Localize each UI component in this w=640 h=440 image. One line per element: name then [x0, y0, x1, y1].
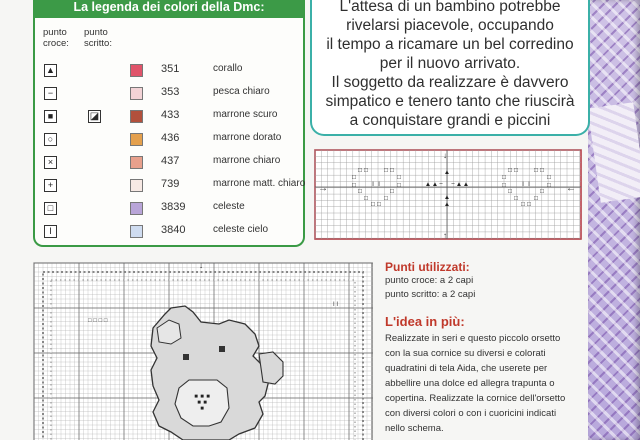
- thread-color-swatch: [130, 87, 143, 100]
- cross-stitch-symbol: −: [44, 87, 57, 100]
- thread-color-swatch: [130, 110, 143, 123]
- legend-row: [35, 199, 303, 219]
- border-pattern-chart: [314, 149, 582, 240]
- idea-line: con diversi colori o con i cuoricini indicati: [385, 408, 557, 419]
- star-stitch: ▲: [462, 181, 470, 188]
- heart-stitch: □: [514, 167, 518, 174]
- arrow-right: ←: [566, 183, 576, 194]
- intro-line: simpatico e tenero tanto che riuscirà: [325, 93, 575, 110]
- bear-eye: [219, 346, 225, 352]
- color-name: marrone dorato: [213, 132, 282, 143]
- intro-line: rivelarsi piacevole, occupando: [346, 17, 554, 34]
- thread-color-swatch: [130, 64, 143, 77]
- intro-line: L'attesa di un bambino potrebbe: [339, 0, 561, 15]
- heart-stitch: □: [534, 167, 538, 174]
- col-head-back-1: punto: [84, 27, 108, 38]
- svg-text:■: ■: [203, 400, 207, 406]
- heart-stitch: □: [502, 182, 506, 189]
- color-name: marrone scuro: [213, 109, 278, 120]
- heart-stitch: □: [502, 174, 506, 181]
- thread-color-swatch: [130, 202, 143, 215]
- idea-line: copertina. Realizzate la cornice dell'orsetto: [385, 393, 566, 404]
- cross-stitch-symbol: □: [44, 202, 57, 215]
- color-name: corallo: [213, 63, 243, 74]
- heart-stitch: □: [358, 188, 362, 195]
- star-stitch: −: [451, 181, 455, 188]
- idea-title: L'idea in più:: [385, 314, 465, 329]
- intro-line: per il nuovo arrivato.: [379, 55, 521, 72]
- heart-stitch: □: [540, 188, 544, 195]
- heart-stitch: □: [390, 188, 394, 195]
- star-stitch: ▲: [455, 181, 463, 188]
- dmc-code: 351: [161, 63, 180, 75]
- arrow-top: ↓: [443, 151, 447, 160]
- color-name: pesca chiaro: [213, 86, 270, 97]
- heart-stitch: □: [534, 195, 538, 202]
- dmc-code: 353: [161, 86, 180, 98]
- heart-stitch: □: [364, 167, 368, 174]
- color-legend: [33, 0, 305, 247]
- thread-color-swatch: [130, 179, 143, 192]
- col-head-cross-1: punto: [43, 27, 67, 38]
- heart-stitch: □: [397, 174, 401, 181]
- points-title: Punti utilizzati:: [385, 260, 470, 274]
- heart-stitch: □: [384, 195, 388, 202]
- dmc-code: 433: [161, 109, 180, 121]
- idea-line: nello schema.: [385, 423, 444, 434]
- heart-stitch: □: [527, 201, 531, 208]
- color-name: celeste cielo: [213, 224, 269, 235]
- gingham-fabric-photo: [588, 0, 640, 440]
- dmc-code: 739: [161, 178, 180, 190]
- legend-row: [35, 107, 303, 127]
- cross-stitch-symbol: ×: [44, 156, 57, 169]
- bear-muzzle: [175, 380, 229, 426]
- thread-color-swatch: [130, 156, 143, 169]
- corner-motif: □ □ □ □: [88, 318, 108, 324]
- svg-text:■: ■: [200, 406, 204, 412]
- intro-box: [310, 0, 590, 136]
- color-name: marrone matt. chiaro: [213, 178, 306, 189]
- legend-title: La legenda dei colori della Dmc:: [35, 0, 303, 18]
- dmc-code: 3840: [161, 224, 186, 236]
- dmc-code: 437: [161, 155, 180, 167]
- thread-color-swatch: [130, 225, 143, 238]
- corner-motif: I I: [333, 302, 339, 308]
- heart-stitch: □: [352, 174, 356, 181]
- idea-line: abbellire una dolce ed allegra trapunta o: [385, 378, 555, 389]
- arrow-left: →: [318, 183, 328, 194]
- col-head-cross-2: croce:: [43, 38, 69, 49]
- legend-row: [35, 61, 303, 81]
- cross-stitch-symbol: +: [44, 179, 57, 192]
- heart-stitch: □: [358, 167, 362, 174]
- heart-stitch: □: [521, 201, 525, 208]
- star-stitch: ▲: [443, 201, 451, 208]
- dmc-code: 436: [161, 132, 180, 144]
- star-stitch: −: [439, 181, 443, 188]
- heart-stitch: □: [397, 182, 401, 189]
- legend-row: [35, 176, 306, 196]
- heart-stitch: □: [377, 201, 381, 208]
- legend-row: [35, 84, 303, 104]
- col-head-cross: [43, 27, 69, 49]
- col-head-back: [84, 27, 112, 49]
- cross-stitch-symbol: ■: [44, 110, 57, 123]
- idea-line: Realizzate in seri e questo piccolo orsetto: [385, 333, 561, 344]
- heart-stitch: I: [528, 181, 530, 188]
- heart-stitch: I: [522, 181, 524, 188]
- col-head-back-2: scritto:: [84, 38, 112, 49]
- intro-line: il tempo a ricamare un bel corredino: [326, 36, 574, 53]
- cross-stitch-symbol: ○: [44, 133, 57, 146]
- bear-eye: [183, 354, 189, 360]
- heart-stitch: □: [384, 167, 388, 174]
- center-arrow: ↓: [199, 262, 203, 270]
- cross-stitch-symbol: I: [44, 225, 57, 238]
- cross-stitch-symbol: ▲: [44, 64, 57, 77]
- arrow-bottom: ↑: [443, 231, 447, 240]
- thread-color-swatch: [130, 133, 143, 146]
- legend-row: [35, 153, 303, 173]
- heart-stitch: □: [547, 182, 551, 189]
- idea-text: [385, 331, 581, 436]
- heart-stitch: □: [508, 188, 512, 195]
- bear-pattern-chart: [33, 262, 373, 440]
- legend-row: [35, 130, 303, 150]
- star-stitch: ▲: [443, 169, 451, 176]
- legend-row: [35, 222, 303, 242]
- dmc-code: 3839: [161, 201, 186, 213]
- svg-text:■: ■: [194, 394, 198, 400]
- idea-line: quadratini di tela Aida, che userete per: [385, 363, 548, 374]
- heart-stitch: □: [547, 174, 551, 181]
- heart-stitch: □: [540, 167, 544, 174]
- heart-stitch: □: [352, 182, 356, 189]
- heart-stitch: □: [508, 167, 512, 174]
- backstitch-symbol: ◪: [89, 111, 100, 122]
- svg-text:■: ■: [200, 394, 204, 400]
- heart-stitch: □: [371, 201, 375, 208]
- color-name: marrone chiaro: [213, 155, 281, 166]
- heart-stitch: □: [390, 167, 394, 174]
- intro-line: a conquistare grandi e piccini: [349, 112, 551, 129]
- star-stitch: ▲: [443, 194, 451, 201]
- points-cross: punto croce: a 2 capi: [385, 275, 474, 286]
- heart-stitch: I: [372, 181, 374, 188]
- svg-text:■: ■: [197, 400, 201, 406]
- heart-stitch: I: [378, 181, 380, 188]
- points-back: punto scritto: a 2 capi: [385, 289, 476, 300]
- star-stitch: ▲: [424, 181, 432, 188]
- instructions: [385, 260, 590, 436]
- color-name: celeste: [213, 201, 245, 212]
- idea-line: con la sua cornice su diversi e colorati: [385, 348, 546, 359]
- star-stitch: ▲: [431, 181, 439, 188]
- heart-stitch: □: [514, 195, 518, 202]
- svg-text:■: ■: [206, 394, 210, 400]
- intro-line: Il soggetto da realizzare è davvero: [331, 74, 569, 91]
- heart-stitch: □: [364, 195, 368, 202]
